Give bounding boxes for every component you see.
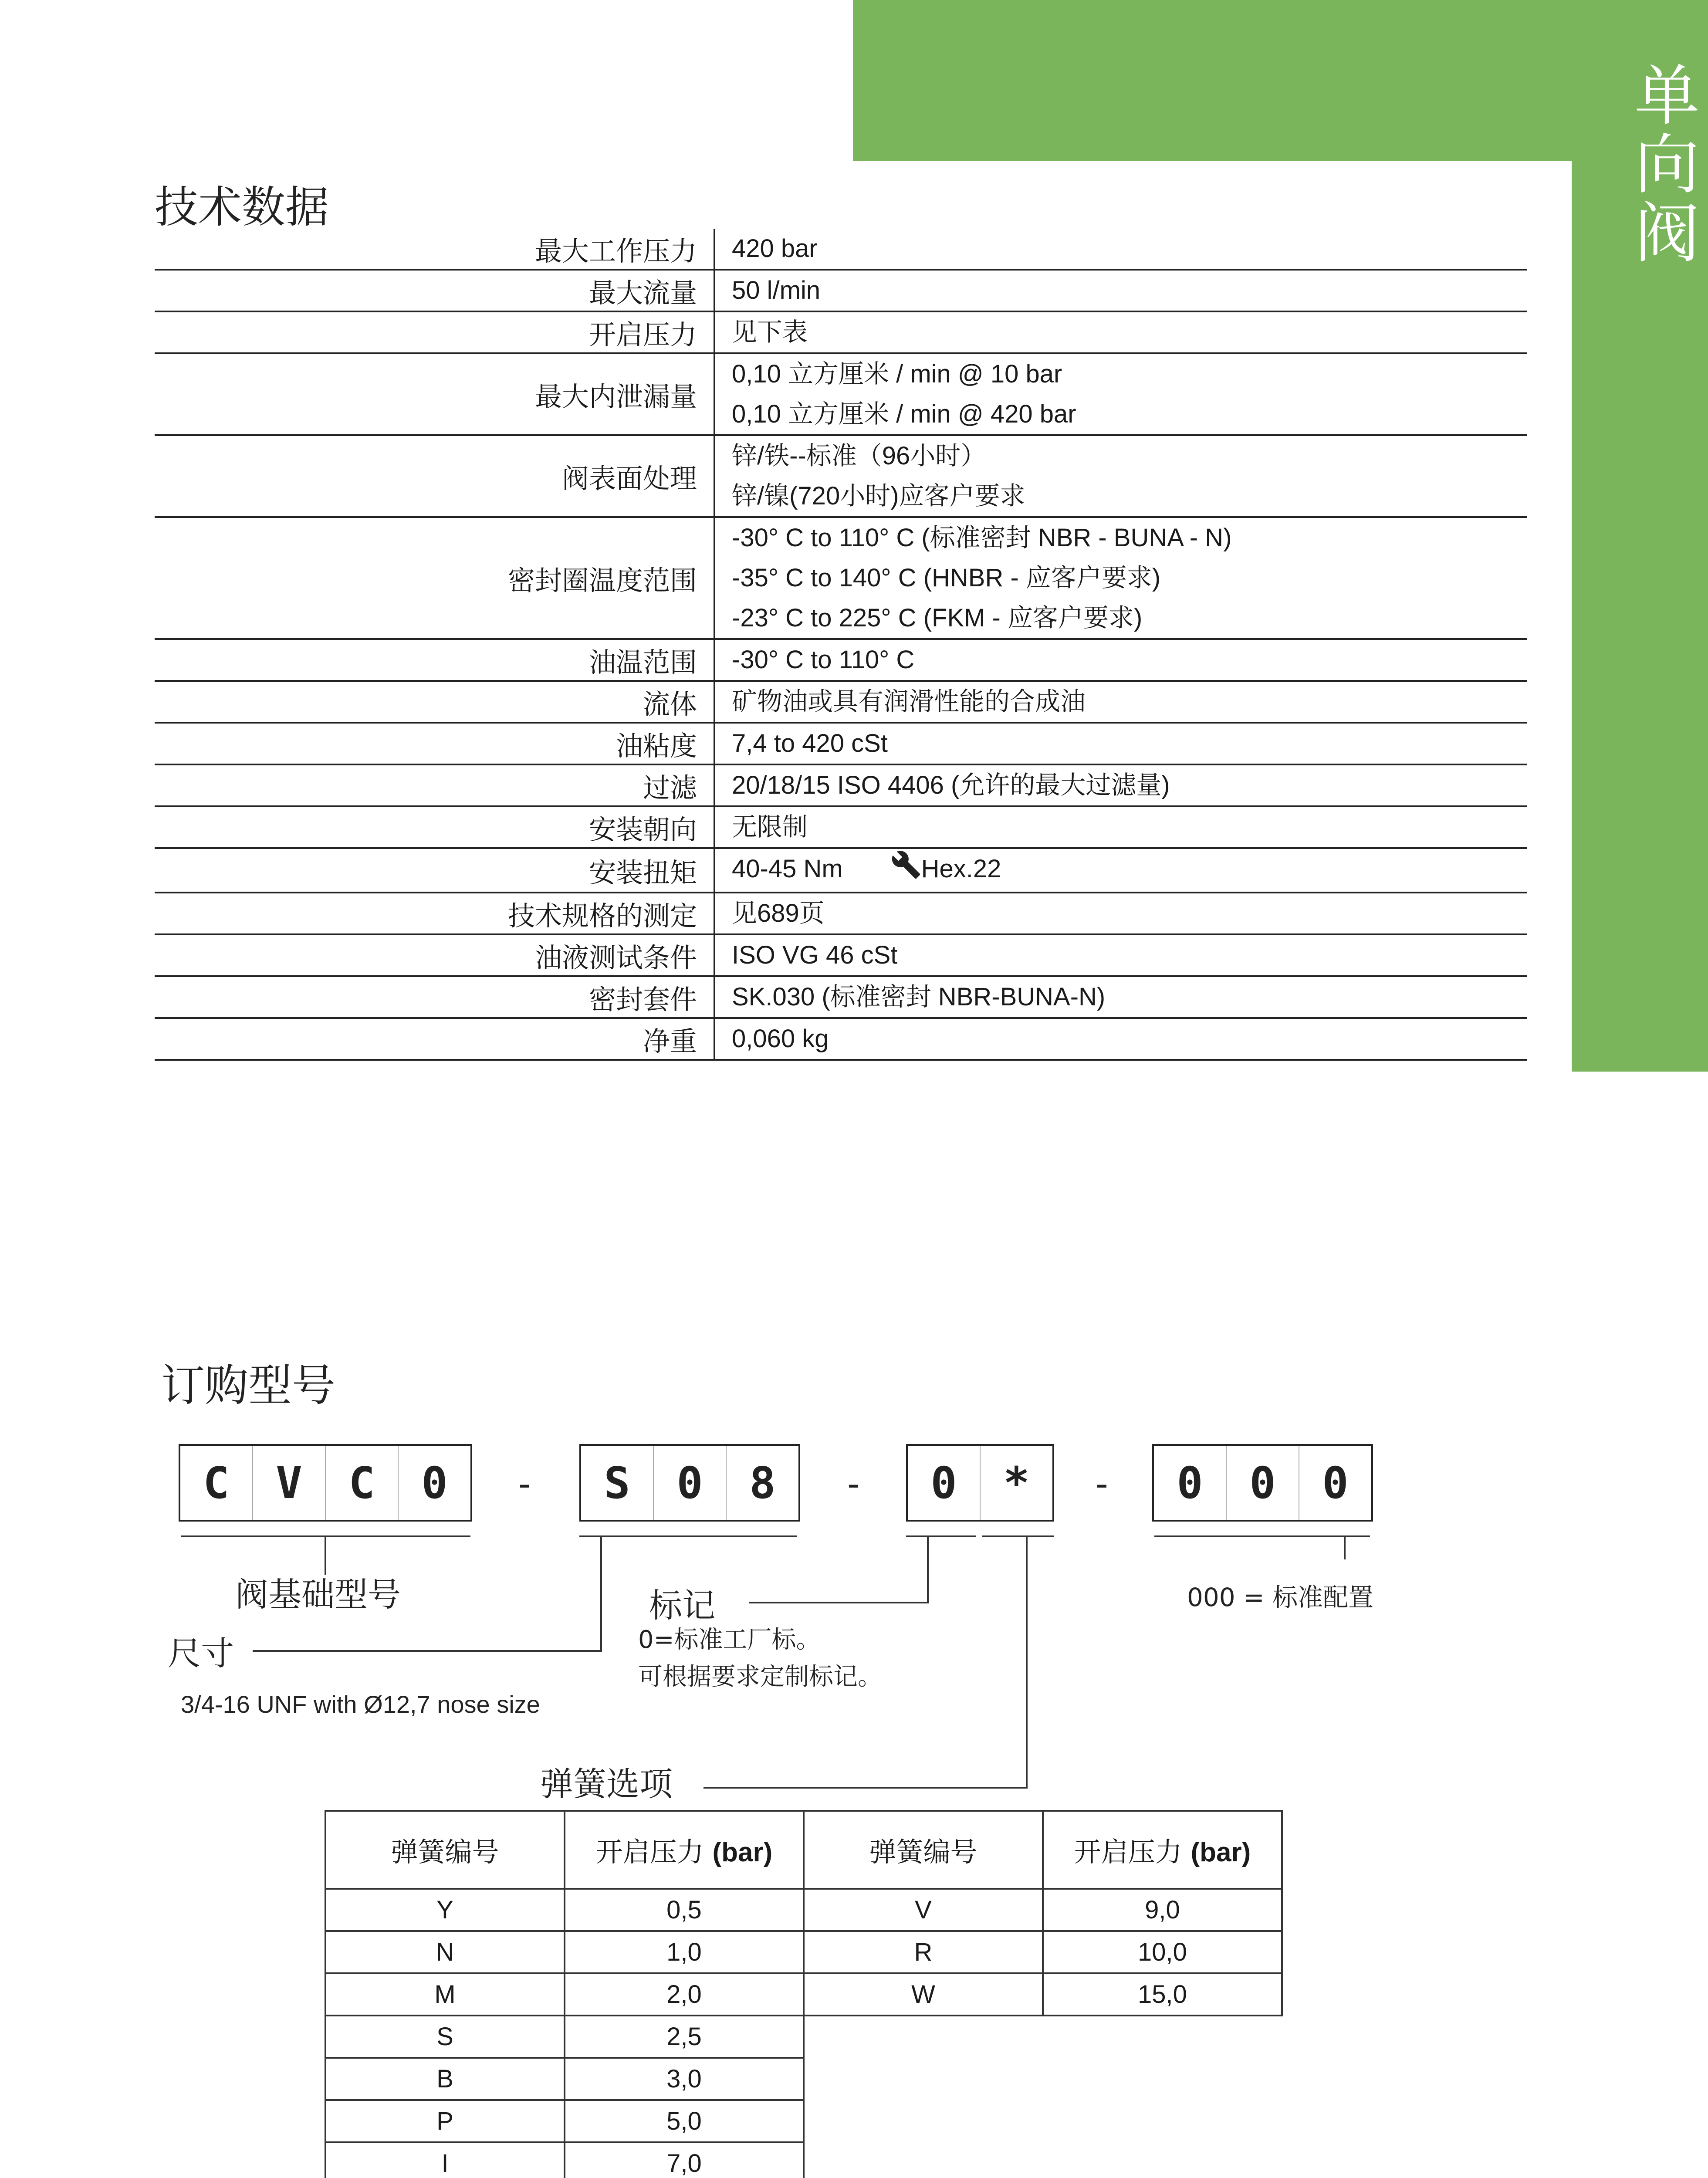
tech-value-line [732, 807, 1527, 847]
tech-row [155, 270, 1527, 311]
spring-code-cell: I [325, 2142, 565, 2178]
tech-row-value [714, 311, 1527, 353]
tech-value-text: 20/18/15 ISO 4406 (允许的最大过滤量) [732, 771, 1170, 799]
leader-mark-vertical [927, 1535, 929, 1603]
tech-value-text: 0,10 立方厘米 / min @ 10 bar [732, 360, 1062, 388]
tech-value-line [732, 558, 1527, 598]
tech-value-line [732, 312, 1527, 352]
code-char: 0 [930, 1457, 957, 1508]
code-char: V [252, 1446, 325, 1520]
tech-row-label: 过滤 [155, 764, 714, 806]
tech-value-line [732, 682, 1527, 722]
tech-value-text: 50 l/min [732, 276, 821, 304]
tech-row [155, 353, 1527, 435]
tech-row-label: 油温范围 [155, 639, 714, 681]
spring-code-cell: P [325, 2100, 565, 2142]
tech-value-text: -35° C to 140° C (HNBR - 应客户要求) [732, 564, 1161, 592]
tech-row-label: 净重 [155, 1018, 714, 1060]
label-size-note: 3/4-16 UNF with Ø12,7 nose size [181, 1691, 540, 1718]
code-separator: - [518, 1464, 531, 1504]
label-size: 尺寸 [168, 1634, 234, 1673]
label-mark-note-1: 0=标准工厂标。 [638, 1626, 821, 1654]
tech-value-text: 矿物油或具有润滑性能的合成油 [732, 687, 1086, 716]
tech-row-label: 密封套件 [155, 976, 714, 1018]
code-group-size [579, 1444, 800, 1522]
tech-row-value [714, 976, 1527, 1018]
tech-row [155, 848, 1527, 893]
header-spring-code: 弹簧编号 [804, 1811, 1043, 1889]
tech-row-label: 最大内泄漏量 [155, 353, 714, 435]
tech-data-table [155, 229, 1527, 1061]
tech-row-value [714, 270, 1527, 311]
tech-value-line [732, 935, 1527, 975]
tech-value-text: 无限制 [732, 813, 808, 841]
tech-value-line [732, 476, 1527, 516]
code-char: 8 [726, 1446, 798, 1520]
tech-value-line [732, 394, 1527, 434]
tech-value-text: ISO VG 46 cSt [732, 941, 898, 970]
empty-cell [804, 2142, 1043, 2178]
empty-cell [804, 2058, 1043, 2100]
tech-row [155, 1018, 1527, 1060]
leader-size-horizontal [253, 1650, 602, 1652]
spring-row [325, 2058, 1282, 2100]
spring-pressure-cell: 3,0 [565, 2058, 804, 2100]
spring-row [325, 2142, 1282, 2178]
tech-row [155, 517, 1527, 639]
tech-row-label: 开启压力 [155, 311, 714, 353]
empty-cell [804, 2100, 1043, 2142]
header-opening-pressure: 开启压力 (bar) [565, 1811, 804, 1889]
spring-pressure-cell: 5,0 [565, 2100, 804, 2142]
code-char: 0 [1299, 1446, 1371, 1520]
spring-pressure-cell: 10,0 [1043, 1931, 1282, 1973]
tech-row [155, 681, 1527, 723]
tech-value-text: 7,4 to 420 cSt [732, 729, 888, 758]
spring-code-cell: N [325, 1931, 565, 1973]
tech-row-label: 流体 [155, 681, 714, 723]
tech-row [155, 764, 1527, 806]
label-base-type: 阀基础型号 [235, 1575, 401, 1614]
tech-value-text: 40-45 Nm [732, 855, 843, 883]
empty-cell [1043, 2142, 1282, 2178]
tech-row-value [714, 764, 1527, 806]
wrench-icon [891, 849, 921, 892]
tech-value-line [732, 354, 1527, 394]
tech-row-value [714, 1018, 1527, 1060]
tech-value-text: 锌/镍(720小时)应客户要求 [732, 482, 1025, 510]
tech-row [155, 976, 1527, 1018]
label-mark: 标记 [649, 1586, 715, 1625]
spring-code-cell: B [325, 2058, 565, 2100]
spring-code-cell: W [804, 1973, 1043, 2016]
tech-value-text: -23° C to 225° C (FKM - 应客户要求) [732, 604, 1143, 632]
tech-row [155, 893, 1527, 934]
spring-row [325, 1931, 1282, 1973]
header-spring-code: 弹簧编号 [325, 1811, 565, 1889]
tech-row-value [714, 893, 1527, 934]
spring-code-cell: R [804, 1931, 1043, 1973]
label-mark-note-2: 可根据要求定制标记。 [638, 1663, 882, 1691]
tech-row-label: 阀表面处理 [155, 435, 714, 517]
tech-row [155, 639, 1527, 681]
tech-row-value [714, 639, 1527, 681]
tech-value-line [732, 849, 1527, 892]
empty-cell [1043, 2058, 1282, 2100]
bracket-spring [982, 1535, 1054, 1537]
tech-row-value [714, 806, 1527, 848]
tech-row-label: 安装扭矩 [155, 848, 714, 893]
bracket-size [579, 1535, 797, 1537]
spring-pressure-cell: 7,0 [565, 2142, 804, 2178]
tech-row-value [714, 934, 1527, 976]
spring-pressure-cell: 2,5 [565, 2016, 804, 2058]
tech-row [155, 229, 1527, 270]
tech-row-value [714, 848, 1527, 893]
tech-row [155, 311, 1527, 353]
order-code-title: 订购型号 [161, 1360, 335, 1411]
tech-row-label: 安装朝向 [155, 806, 714, 848]
code-char: 0 [1177, 1457, 1203, 1508]
tech-value-line [732, 893, 1527, 933]
tech-value-line [732, 271, 1527, 311]
leader-config [1344, 1535, 1346, 1559]
tech-row [155, 806, 1527, 848]
tech-value-line [732, 518, 1527, 558]
tech-row-value [714, 229, 1527, 270]
leader-size-vertical [600, 1535, 602, 1651]
tech-row [155, 435, 1527, 517]
spring-code-cell: Y [325, 1889, 565, 1931]
tech-value-line [732, 977, 1527, 1017]
code-group-base [179, 1444, 472, 1522]
spring-row [325, 2016, 1282, 2058]
tech-row-label: 技术规格的测定 [155, 893, 714, 934]
empty-cell [1043, 2016, 1282, 2058]
bracket-config [1154, 1535, 1370, 1537]
code-char: 0 [653, 1446, 726, 1520]
header-opening-pressure: 开启压力 (bar) [1043, 1811, 1282, 1889]
spring-row [325, 2100, 1282, 2142]
empty-cell [1043, 2100, 1282, 2142]
tech-value-text: 锌/铁--标准（96小时） [732, 442, 986, 470]
tech-data-title: 技术数据 [155, 182, 329, 233]
label-standard-config: 000 = 标准配置 [1187, 1583, 1374, 1612]
spring-code-cell: M [325, 1973, 565, 2016]
tech-value-text: SK.030 (标准密封 NBR-BUNA-N) [732, 983, 1106, 1011]
tech-row-value [714, 723, 1527, 764]
spring-code-cell: V [804, 1889, 1043, 1931]
tech-value-line [732, 1019, 1527, 1059]
spring-pressure-cell: 15,0 [1043, 1973, 1282, 2016]
tech-value-text: -30° C to 110° C (标准密封 NBR - BUNA - N) [732, 524, 1232, 552]
tech-row-label: 最大流量 [155, 270, 714, 311]
spring-pressure-cell: 9,0 [1043, 1889, 1282, 1931]
code-group-config [1152, 1444, 1373, 1522]
code-char: 0 [398, 1446, 470, 1520]
spring-pressure-cell: 2,0 [565, 1973, 804, 2016]
spring-row [325, 1889, 1282, 1931]
empty-cell [804, 2016, 1043, 2058]
code-char: * [980, 1446, 1052, 1520]
leader-spring-horizontal [703, 1787, 1028, 1789]
code-group-mark-spring [906, 1444, 1054, 1522]
tech-value-text: 0,060 kg [732, 1025, 829, 1053]
spring-option-table [325, 1810, 1283, 2178]
tech-row-value [714, 353, 1527, 435]
leader-spring-vertical [1026, 1535, 1028, 1788]
tech-row-value [714, 517, 1527, 639]
tech-value-text: -30° C to 110° C [732, 646, 915, 674]
code-separator: - [1096, 1464, 1108, 1504]
bracket-mark [906, 1535, 976, 1537]
side-title: 单向阀 [1623, 61, 1699, 267]
code-char: S [604, 1457, 630, 1508]
spring-pressure-cell: 1,0 [565, 1931, 804, 1973]
tech-value-text: 0,10 立方厘米 / min @ 420 bar [732, 400, 1076, 428]
code-char: C [325, 1446, 398, 1520]
tech-value-line [732, 598, 1527, 638]
tech-row-label: 油粘度 [155, 723, 714, 764]
tech-value-line [732, 724, 1527, 764]
tech-row [155, 934, 1527, 976]
tech-value-line [732, 229, 1527, 269]
leader-mark-horizontal [749, 1602, 929, 1603]
tech-row-label: 最大工作压力 [155, 229, 714, 270]
tech-row-value [714, 681, 1527, 723]
tech-value-line [732, 765, 1527, 805]
spring-row [325, 1973, 1282, 2016]
spring-pressure-cell: 0,5 [565, 1889, 804, 1931]
tech-value-text: 见689页 [732, 899, 825, 928]
label-spring-option: 弹簧选项 [540, 1765, 673, 1803]
tech-row [155, 723, 1527, 764]
spring-code-cell: S [325, 2016, 565, 2058]
tech-value-line [732, 640, 1527, 680]
tech-row-label: 密封圈温度范围 [155, 517, 714, 639]
hex-size: Hex.22 [921, 855, 1001, 883]
tech-row-label: 油液测试条件 [155, 934, 714, 976]
code-separator: - [847, 1464, 860, 1504]
tech-value-text: 420 bar [732, 234, 818, 263]
tech-value-line [732, 436, 1527, 476]
code-char: C [203, 1457, 230, 1508]
code-char: 0 [1226, 1446, 1299, 1520]
tech-value-text: 见下表 [732, 318, 808, 346]
tech-row-value [714, 435, 1527, 517]
